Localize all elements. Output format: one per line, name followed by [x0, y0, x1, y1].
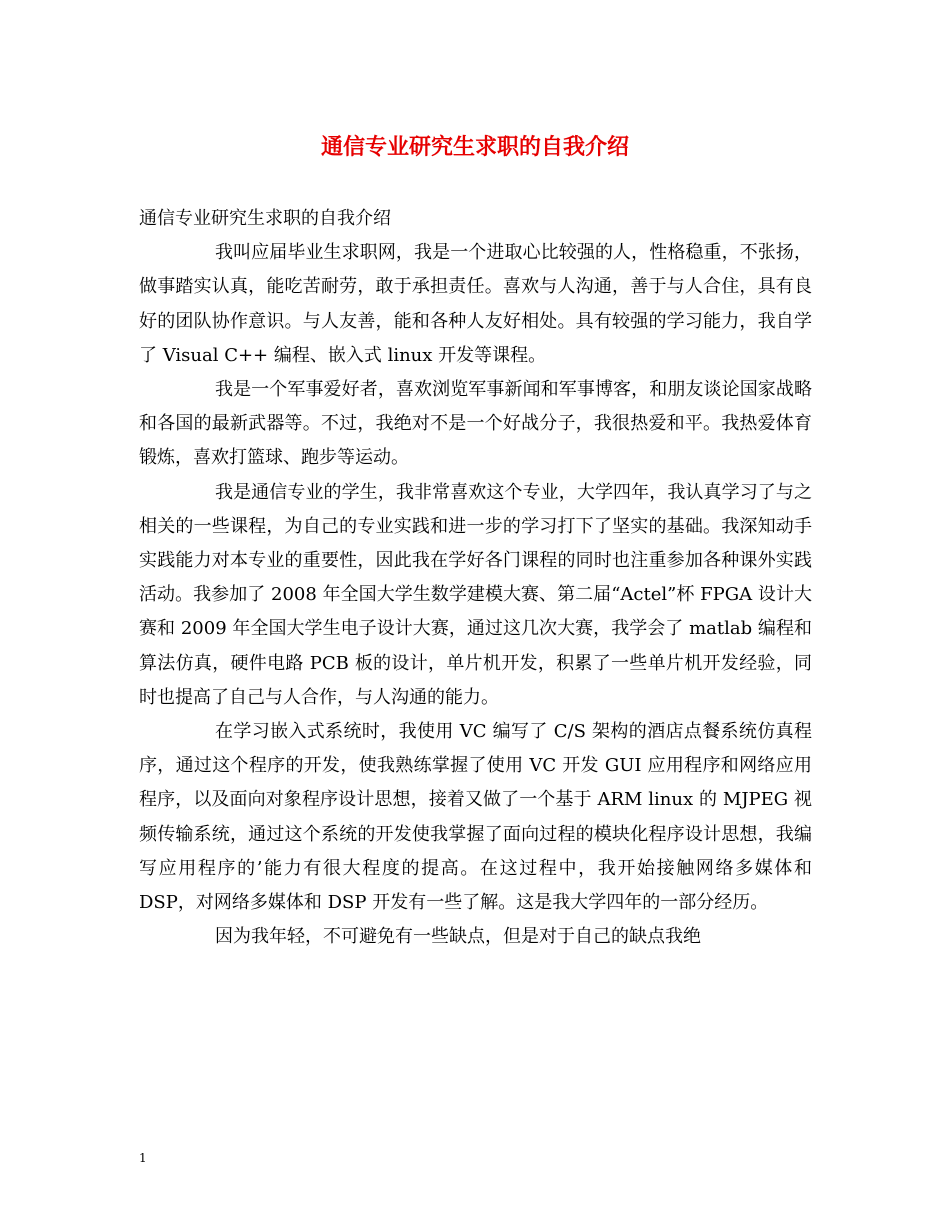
paragraph-5: 因为我年轻，不可避免有一些缺点，但是对于自己的缺点我绝 — [215, 926, 701, 948]
document-body — [139, 202, 812, 954]
paragraph-2: 我是一个军事爱好者，喜欢浏览军事新闻和军事博客，和朋友谈论国家战略和各国的最新武器等。不过，我绝对不是一个好战分子，我很热爱和平。我热爱体育锻炼，喜欢打篮球、跑步等运动。 — [139, 379, 812, 469]
body-heading: 通信专业研究生求职的自我介绍 — [139, 208, 391, 229]
paragraph-4: 在学习嵌入式系统时，我使用 VC 编写了 C/S 架构的酒店点餐系统仿真程序，通过这个程序的开发，使我熟练掌握了使用 VC 开发 GUI 应用程序和网络应用程序，以及面向对象程序设计思想，接着又做了一个基于 ARM linux 的 MJPEG 视频传输系统，通过这个系统的开发使我掌握了面向过程的模块化程序设计思想，我编写应用程序的’能力有很大程度的提高。在这过程中，我开始接触网络多媒体和 DSP，对网络多媒体和 DSP 开发有一些了解。这是我大学四年的一部分经历。 — [139, 721, 812, 914]
paragraph-1: 我叫应届毕业生求职网，我是一个进取心比较强的人，性格稳重，不张扬，做事踏实认真，能吃苦耐劳，敢于承担责任。喜欢与人沟通，善于与人合住，具有良好的团队协作意识。与人友善，能和各种人友好相处。具有较强的学习能力，我自学了 Visual C++ 编程、嵌入式 linux 开发等课程。 — [139, 242, 812, 366]
document-title: 通信专业研究生求职的自我介绍 — [320, 135, 629, 160]
paragraph-3: 我是通信专业的学生，我非常喜欢这个专业，大学四年，我认真学习了与之相关的一些课程，为自己的专业实践和进一步的学习打下了坚实的基础。我深知动手实践能力对本专业的重要性，因此我在学好各门课程的同时也注重参加各种课外实践活动。我参加了 2008 年全国大学生数学建模大赛、第二届“Actel”杯 FPGA 设计大赛和 2009 年全国大学生电子设计大赛，通过这几次大赛，我学会了 matlab 编程和算法仿真，硬件电路 PCB 板的设计，单片机开发，积累了一些单片机开发经验，同时也提高了自己与人合作，与人沟通的能力。 — [139, 481, 812, 708]
page-number: 1 — [139, 1151, 147, 1165]
